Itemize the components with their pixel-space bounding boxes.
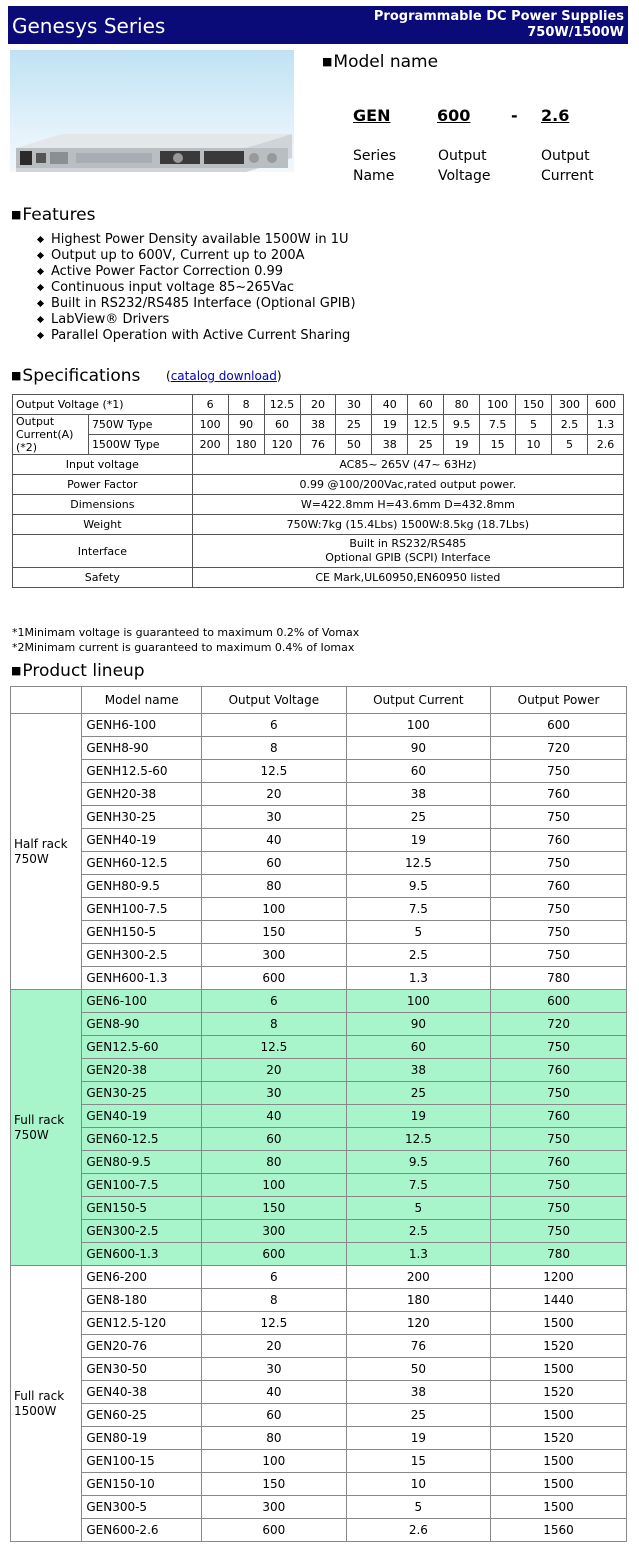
group-label: Full rack 750W (11, 990, 82, 1266)
voltage-cell: 60 (202, 1404, 347, 1427)
model-cell: GEN100-15 (82, 1450, 202, 1473)
note-current: *2Minimam current is guaranteed to maximum 0.4% of Iomax (12, 641, 355, 654)
spec-value: Built in RS232/RS485 Optional GPIB (SCPI) Interface (192, 535, 623, 568)
model-cell: GEN80-9.5 (82, 1151, 202, 1174)
table-row (11, 1013, 627, 1036)
table-row (11, 1266, 627, 1289)
model-cell: GEN8-180 (82, 1289, 202, 1312)
header-subtitle-power: 750W/1500W (527, 25, 624, 40)
table-row (11, 1220, 627, 1243)
table-row (11, 921, 627, 944)
voltage-cell: 30 (336, 395, 372, 415)
list-item: Continuous input voltage 85~265Vac (36, 280, 356, 296)
current-cell: 15 (346, 1450, 491, 1473)
table-row (11, 1059, 627, 1082)
table-row (13, 395, 624, 415)
current-1500-cell: 5 (552, 435, 588, 455)
page-title: Genesys Series (12, 14, 166, 38)
voltage-cell: 600 (202, 1243, 347, 1266)
current-750-cell: 19 (372, 415, 408, 435)
column-header: Output Voltage (202, 687, 347, 714)
table-row (11, 1312, 627, 1335)
power-cell: 750 (491, 1197, 627, 1220)
power-cell: 780 (491, 967, 627, 990)
model-voltage-code: 600 (437, 106, 471, 125)
column-header: Output Current (346, 687, 491, 714)
model-dash: - (511, 106, 518, 125)
model-cell: GEN100-7.5 (82, 1174, 202, 1197)
output-current-label: Output Current (541, 148, 594, 184)
power-cell: 600 (491, 714, 627, 737)
current-cell: 9.5 (346, 1151, 491, 1174)
voltage-cell: 40 (202, 1105, 347, 1128)
current-1500-cell: 2.6 (587, 435, 623, 455)
power-cell: 1520 (491, 1335, 627, 1358)
table-row (11, 1082, 627, 1105)
voltage-cell: 100 (202, 1174, 347, 1197)
output-voltage-header: Output Voltage (*1) (13, 395, 193, 415)
power-supply-image (10, 50, 294, 172)
voltage-cell: 6 (192, 395, 228, 415)
power-cell: 750 (491, 852, 627, 875)
voltage-cell: 100 (202, 1450, 347, 1473)
power-cell: 600 (491, 990, 627, 1013)
current-cell: 25 (346, 1082, 491, 1105)
column-header: Output Power (491, 687, 627, 714)
model-cell: GEN20-38 (82, 1059, 202, 1082)
power-cell: 760 (491, 1059, 627, 1082)
current-cell: 7.5 (346, 898, 491, 921)
spec-label: Input voltage (13, 455, 193, 475)
model-cell: GEN8-90 (82, 1013, 202, 1036)
table-row (11, 898, 627, 921)
table-row (13, 495, 624, 515)
list-item: Parallel Operation with Active Current Sharing (36, 328, 356, 344)
current-cell: 2.5 (346, 944, 491, 967)
power-cell: 1500 (491, 1496, 627, 1519)
type-750-label: 750W Type (88, 415, 192, 435)
voltage-cell: 20 (202, 1059, 347, 1082)
current-750-cell: 25 (336, 415, 372, 435)
voltage-cell: 600 (202, 967, 347, 990)
model-cell: GENH600-1.3 (82, 967, 202, 990)
table-row (11, 1289, 627, 1312)
table-row (13, 415, 624, 435)
catalog-download: (catalog download) (166, 369, 282, 383)
table-row (11, 806, 627, 829)
spec-label: Weight (13, 515, 193, 535)
model-cell: GENH20-38 (82, 783, 202, 806)
product-lineup-table (10, 686, 627, 1542)
voltage-cell: 20 (202, 783, 347, 806)
table-row (11, 1404, 627, 1427)
voltage-cell: 100 (480, 395, 516, 415)
current-750-cell: 60 (264, 415, 300, 435)
voltage-cell: 40 (202, 1381, 347, 1404)
voltage-cell: 30 (202, 1358, 347, 1381)
power-cell: 760 (491, 783, 627, 806)
current-cell: 1.3 (346, 1243, 491, 1266)
power-cell: 1560 (491, 1519, 627, 1542)
power-cell: 1500 (491, 1312, 627, 1335)
model-cell: GEN60-12.5 (82, 1128, 202, 1151)
voltage-cell: 300 (202, 1496, 347, 1519)
current-1500-cell: 19 (444, 435, 480, 455)
current-cell: 10 (346, 1473, 491, 1496)
voltage-cell: 150 (516, 395, 552, 415)
list-item: Highest Power Density available 1500W in 1U (36, 232, 356, 248)
current-cell: 50 (346, 1358, 491, 1381)
current-cell: 38 (346, 783, 491, 806)
table-row (11, 1496, 627, 1519)
table-row (13, 568, 624, 588)
current-cell: 12.5 (346, 1128, 491, 1151)
table-row (11, 1335, 627, 1358)
features-list (36, 232, 356, 344)
series-name-label: Series Name (353, 148, 397, 184)
current-cell: 1.3 (346, 967, 491, 990)
power-cell: 750 (491, 1220, 627, 1243)
current-1500-cell: 25 (408, 435, 444, 455)
power-cell: 760 (491, 1151, 627, 1174)
voltage-cell: 60 (408, 395, 444, 415)
model-cell: GEN600-2.6 (82, 1519, 202, 1542)
model-series-code: GEN (353, 106, 391, 125)
current-cell: 90 (346, 1013, 491, 1036)
current-750-cell: 2.5 (552, 415, 588, 435)
current-1500-cell: 76 (300, 435, 336, 455)
model-cell: GENH150-5 (82, 921, 202, 944)
power-cell: 750 (491, 806, 627, 829)
current-cell: 2.5 (346, 1220, 491, 1243)
voltage-cell: 80 (202, 1151, 347, 1174)
current-750-cell: 1.3 (587, 415, 623, 435)
voltage-cell: 6 (202, 1266, 347, 1289)
power-cell: 780 (491, 1243, 627, 1266)
power-cell: 1500 (491, 1450, 627, 1473)
specifications-heading: ■Specifications (11, 366, 141, 386)
voltage-cell: 8 (228, 395, 264, 415)
voltage-cell: 80 (202, 875, 347, 898)
voltage-cell: 150 (202, 1197, 347, 1220)
current-cell: 38 (346, 1381, 491, 1404)
output-voltage-label: Output Voltage (438, 148, 491, 184)
current-cell: 76 (346, 1335, 491, 1358)
current-cell: 60 (346, 760, 491, 783)
model-current-code: 2.6 (541, 106, 570, 125)
type-1500-label: 1500W Type (88, 435, 192, 455)
current-750-cell: 90 (228, 415, 264, 435)
power-cell: 760 (491, 1105, 627, 1128)
current-750-cell: 12.5 (408, 415, 444, 435)
current-cell: 25 (346, 806, 491, 829)
current-1500-cell: 10 (516, 435, 552, 455)
note-voltage: *1Minimam voltage is guaranteed to maximum 0.2% of Vomax (12, 626, 360, 639)
power-cell: 1500 (491, 1358, 627, 1381)
model-cell: GEN6-100 (82, 990, 202, 1013)
table-row (11, 1174, 627, 1197)
voltage-cell: 20 (202, 1335, 347, 1358)
model-cell: GEN40-38 (82, 1381, 202, 1404)
catalog-download-link[interactable]: catalog download (170, 369, 277, 383)
model-cell: GEN600-1.3 (82, 1243, 202, 1266)
table-row (11, 944, 627, 967)
power-cell: 1500 (491, 1473, 627, 1496)
table-row (11, 1105, 627, 1128)
current-cell: 9.5 (346, 875, 491, 898)
current-cell: 60 (346, 1036, 491, 1059)
current-1500-cell: 120 (264, 435, 300, 455)
power-cell: 750 (491, 1082, 627, 1105)
current-1500-cell: 180 (228, 435, 264, 455)
model-cell: GEN300-2.5 (82, 1220, 202, 1243)
voltage-cell: 30 (202, 1082, 347, 1105)
voltage-cell: 30 (202, 806, 347, 829)
current-cell: 19 (346, 1427, 491, 1450)
model-cell: GENH12.5-60 (82, 760, 202, 783)
table-row (11, 1036, 627, 1059)
power-cell: 750 (491, 944, 627, 967)
power-cell: 750 (491, 760, 627, 783)
power-cell: 750 (491, 921, 627, 944)
output-current-header: Output Current(A) (*2) (13, 415, 89, 455)
power-cell: 760 (491, 875, 627, 898)
spec-value: 0.99 @100/200Vac,rated output power. (192, 475, 623, 495)
power-cell: 750 (491, 1128, 627, 1151)
current-1500-cell: 50 (336, 435, 372, 455)
model-cell: GEN12.5-120 (82, 1312, 202, 1335)
current-750-cell: 7.5 (480, 415, 516, 435)
current-cell: 12.5 (346, 852, 491, 875)
current-cell: 100 (346, 714, 491, 737)
table-row (11, 852, 627, 875)
voltage-cell: 60 (202, 1128, 347, 1151)
model-cell: GEN40-19 (82, 1105, 202, 1128)
current-cell: 7.5 (346, 1174, 491, 1197)
voltage-cell: 100 (202, 898, 347, 921)
table-row (11, 875, 627, 898)
current-750-cell: 38 (300, 415, 336, 435)
model-cell: GEN12.5-60 (82, 1036, 202, 1059)
table-row (11, 783, 627, 806)
current-cell: 19 (346, 829, 491, 852)
spec-value: AC85~ 265V (47~ 63Hz) (192, 455, 623, 475)
spec-value: CE Mark,UL60950,EN60950 listed (192, 568, 623, 588)
table-row (11, 1473, 627, 1496)
spec-label: Safety (13, 568, 193, 588)
table-row (13, 475, 624, 495)
model-cell: GENH60-12.5 (82, 852, 202, 875)
power-cell: 760 (491, 829, 627, 852)
current-1500-cell: 200 (192, 435, 228, 455)
header-subtitle: Programmable DC Power Supplies (373, 9, 624, 24)
current-1500-cell: 15 (480, 435, 516, 455)
voltage-cell: 150 (202, 921, 347, 944)
power-cell: 750 (491, 898, 627, 921)
column-header: Model name (82, 687, 202, 714)
table-row (11, 1128, 627, 1151)
current-cell: 38 (346, 1059, 491, 1082)
model-cell: GEN30-50 (82, 1358, 202, 1381)
table-row (11, 1243, 627, 1266)
voltage-cell: 40 (372, 395, 408, 415)
voltage-cell: 150 (202, 1473, 347, 1496)
current-cell: 5 (346, 1197, 491, 1220)
current-cell: 5 (346, 921, 491, 944)
table-row (11, 967, 627, 990)
voltage-cell: 6 (202, 990, 347, 1013)
specifications-table (12, 394, 624, 588)
list-item: LabView® Drivers (36, 312, 356, 328)
model-cell: GEN300-5 (82, 1496, 202, 1519)
table-row (11, 760, 627, 783)
model-cell: GENH8-90 (82, 737, 202, 760)
power-cell: 1520 (491, 1427, 627, 1450)
model-cell: GEN150-5 (82, 1197, 202, 1220)
table-row (13, 535, 624, 568)
voltage-cell: 8 (202, 1013, 347, 1036)
power-cell: 1500 (491, 1404, 627, 1427)
voltage-cell: 12.5 (202, 760, 347, 783)
current-cell: 25 (346, 1404, 491, 1427)
voltage-cell: 80 (444, 395, 480, 415)
table-header-row (11, 687, 627, 714)
current-750-cell: 100 (192, 415, 228, 435)
table-row (11, 990, 627, 1013)
spec-label: Interface (13, 535, 193, 568)
voltage-cell: 12.5 (264, 395, 300, 415)
current-cell: 200 (346, 1266, 491, 1289)
table-row (11, 1450, 627, 1473)
current-750-cell: 5 (516, 415, 552, 435)
table-row (13, 515, 624, 535)
table-row (11, 714, 627, 737)
table-row (11, 1358, 627, 1381)
current-cell: 120 (346, 1312, 491, 1335)
voltage-cell: 300 (552, 395, 588, 415)
current-cell: 180 (346, 1289, 491, 1312)
model-cell: GEN60-25 (82, 1404, 202, 1427)
list-item: Active Power Factor Correction 0.99 (36, 264, 356, 280)
voltage-cell: 600 (202, 1519, 347, 1542)
voltage-cell: 40 (202, 829, 347, 852)
current-cell: 2.6 (346, 1519, 491, 1542)
table-row (11, 1519, 627, 1542)
model-name-heading: ■Model name (322, 52, 439, 72)
product-photo (10, 50, 294, 172)
power-cell: 720 (491, 1013, 627, 1036)
current-cell: 100 (346, 990, 491, 1013)
table-row (13, 455, 624, 475)
current-cell: 5 (346, 1496, 491, 1519)
table-row (13, 435, 624, 455)
spec-value: W=422.8mm H=43.6mm D=432.8mm (192, 495, 623, 515)
voltage-cell: 80 (202, 1427, 347, 1450)
voltage-cell: 12.5 (202, 1312, 347, 1335)
voltage-cell: 12.5 (202, 1036, 347, 1059)
current-1500-cell: 38 (372, 435, 408, 455)
model-cell: GENH100-7.5 (82, 898, 202, 921)
model-cell: GENH40-19 (82, 829, 202, 852)
power-cell: 1200 (491, 1266, 627, 1289)
table-row (11, 737, 627, 760)
table-row (11, 1427, 627, 1450)
table-row (11, 1151, 627, 1174)
voltage-cell: 8 (202, 737, 347, 760)
model-cell: GENH80-9.5 (82, 875, 202, 898)
list-item: Output up to 600V, Current up to 200A (36, 248, 356, 264)
list-item: Built in RS232/RS485 Interface (Optional GPIB) (36, 296, 356, 312)
header-bar (8, 6, 628, 44)
table-row (11, 829, 627, 852)
group-column-header (11, 687, 82, 714)
voltage-cell: 300 (202, 1220, 347, 1243)
model-cell: GEN20-76 (82, 1335, 202, 1358)
voltage-cell: 20 (300, 395, 336, 415)
group-label: Half rack 750W (11, 714, 82, 990)
spec-label: Dimensions (13, 495, 193, 515)
model-cell: GENH300-2.5 (82, 944, 202, 967)
current-cell: 19 (346, 1105, 491, 1128)
voltage-cell: 300 (202, 944, 347, 967)
voltage-cell: 8 (202, 1289, 347, 1312)
voltage-cell: 600 (587, 395, 623, 415)
power-cell: 750 (491, 1174, 627, 1197)
power-cell: 750 (491, 1036, 627, 1059)
power-cell: 1520 (491, 1381, 627, 1404)
model-cell: GEN30-25 (82, 1082, 202, 1105)
model-cell: GEN150-10 (82, 1473, 202, 1496)
product-lineup-heading: ■Product lineup (11, 661, 145, 681)
table-row (11, 1197, 627, 1220)
voltage-cell: 6 (202, 714, 347, 737)
model-cell: GEN80-19 (82, 1427, 202, 1450)
features-heading: ■Features (11, 205, 96, 225)
model-cell: GENH30-25 (82, 806, 202, 829)
model-cell: GEN6-200 (82, 1266, 202, 1289)
voltage-cell: 60 (202, 852, 347, 875)
group-label: Full rack 1500W (11, 1266, 82, 1542)
current-cell: 90 (346, 737, 491, 760)
spec-label: Power Factor (13, 475, 193, 495)
current-750-cell: 9.5 (444, 415, 480, 435)
spec-value: 750W:7kg (15.4Lbs) 1500W:8.5kg (18.7Lbs) (192, 515, 623, 535)
power-cell: 720 (491, 737, 627, 760)
power-cell: 1440 (491, 1289, 627, 1312)
model-cell: GENH6-100 (82, 714, 202, 737)
table-row (11, 1381, 627, 1404)
